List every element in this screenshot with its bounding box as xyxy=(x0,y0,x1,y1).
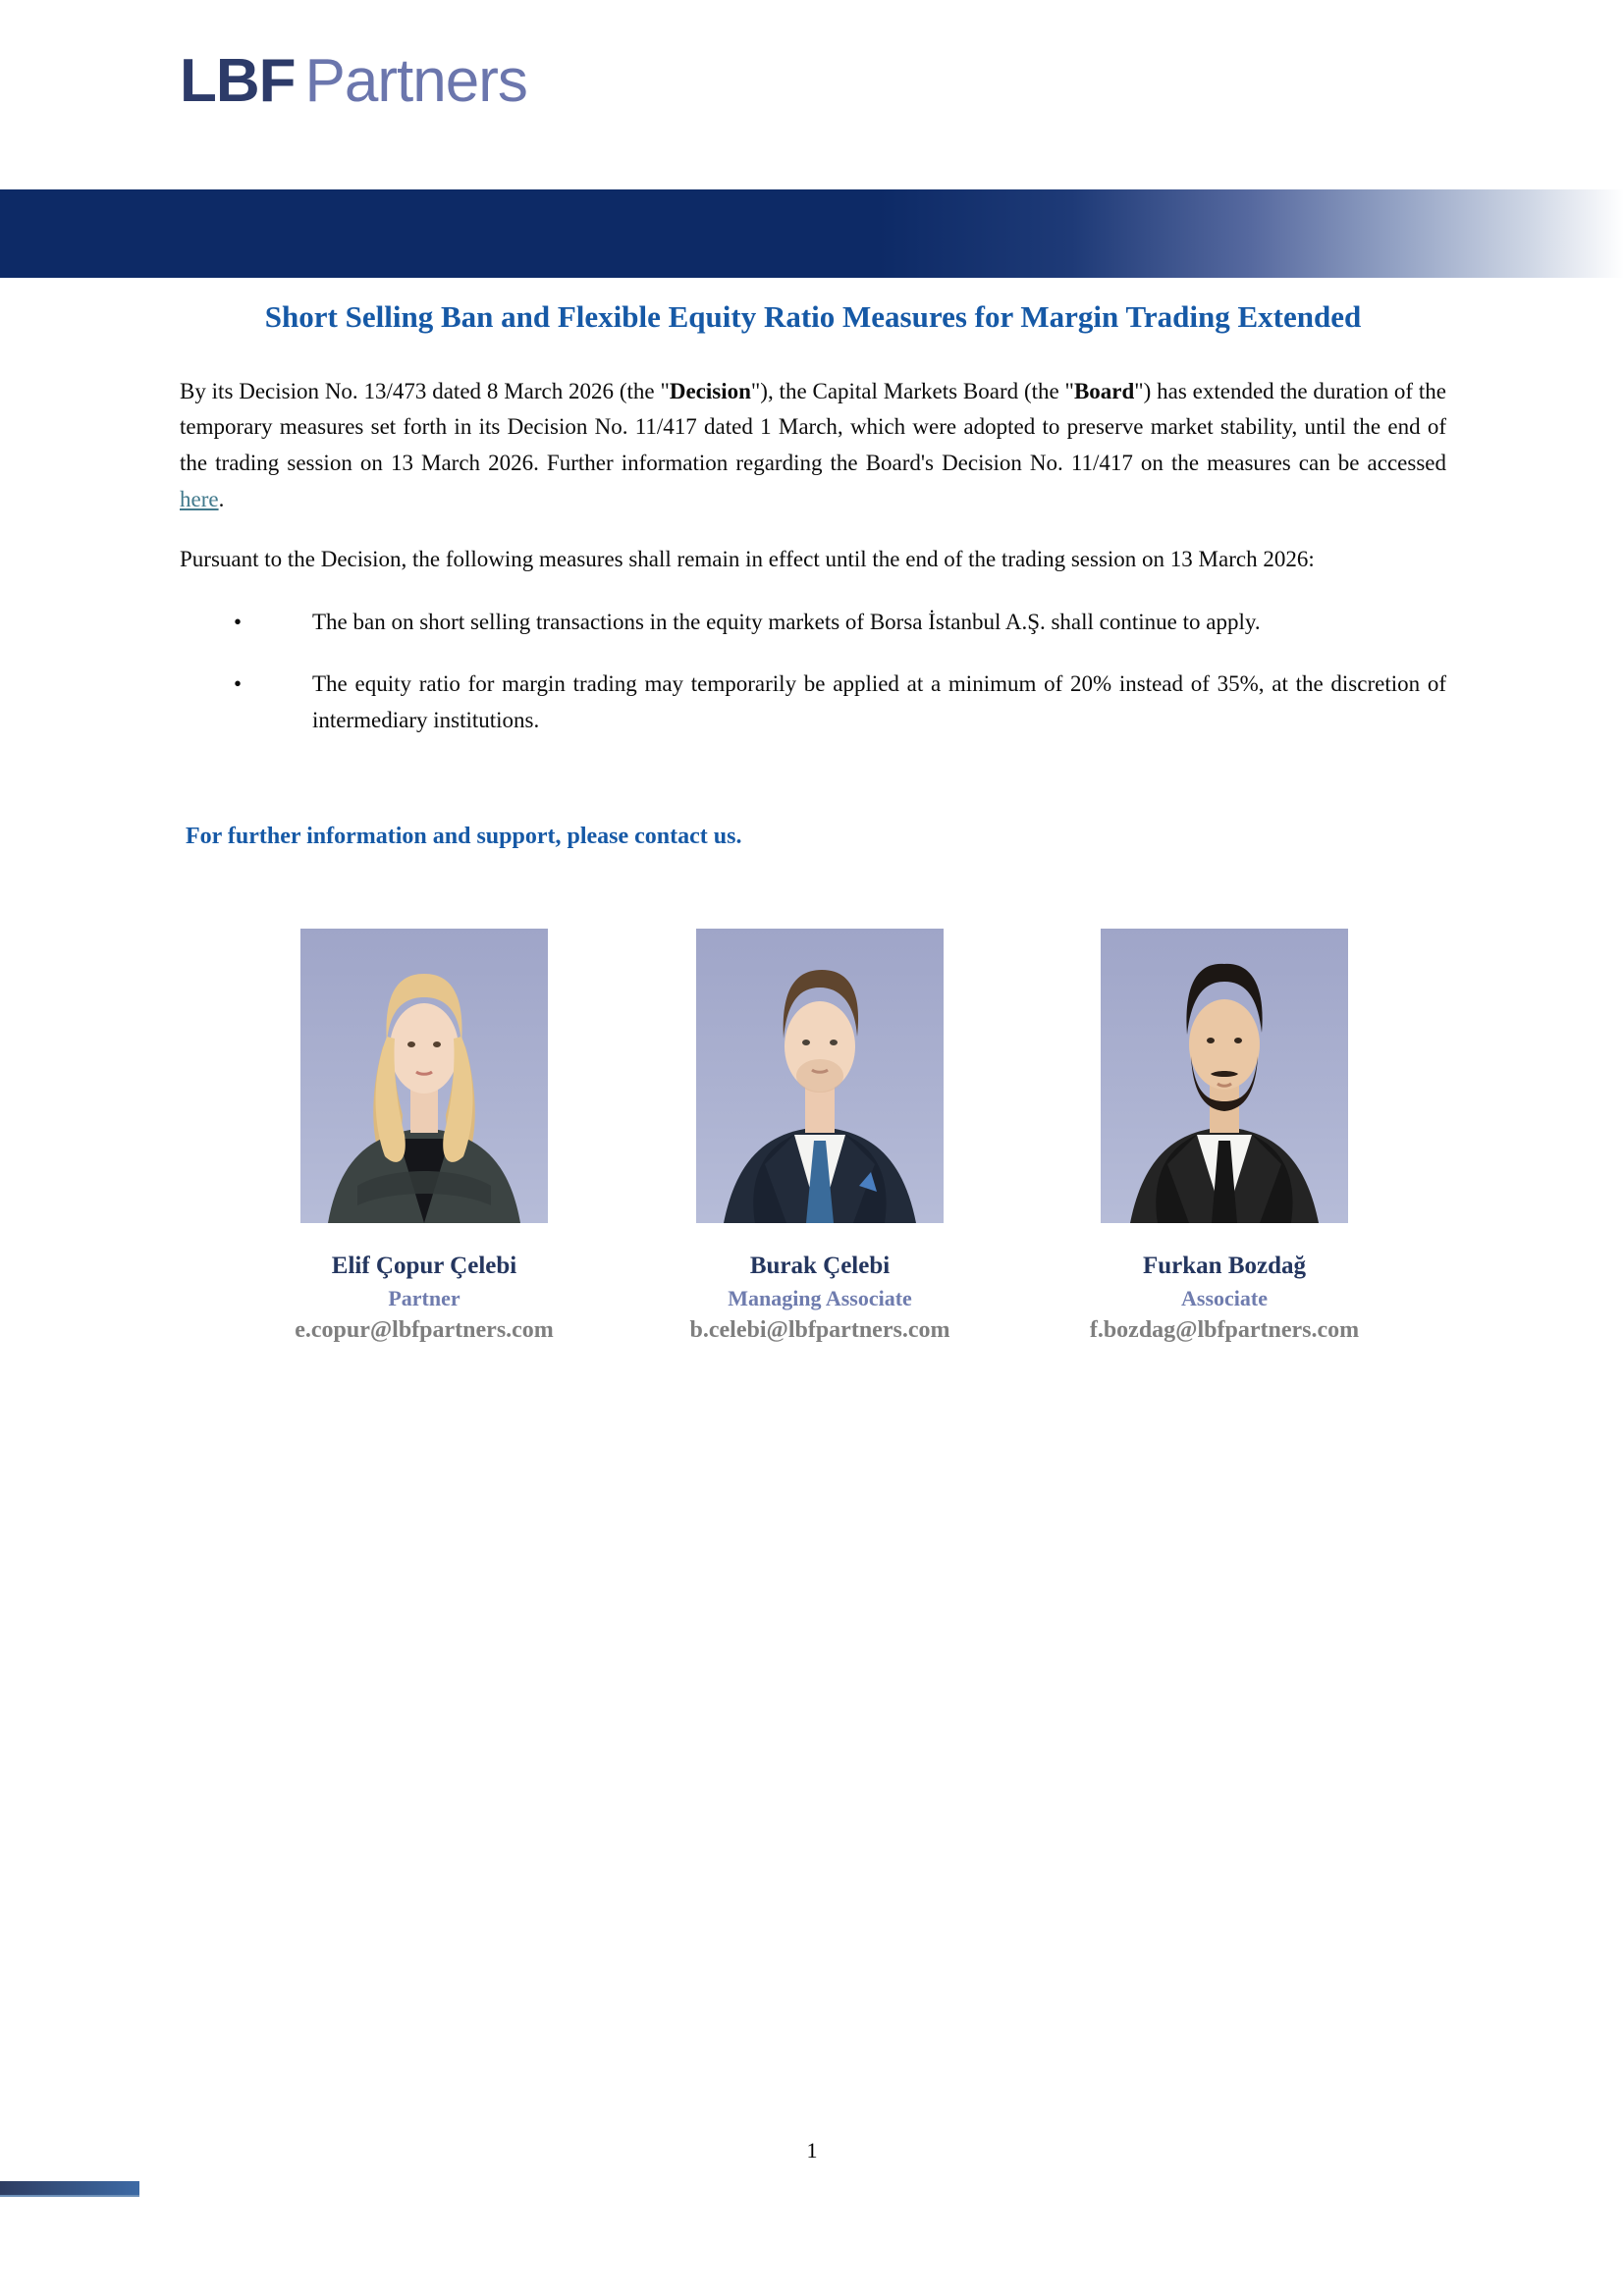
page-number: 1 xyxy=(806,2138,818,2163)
paragraph-1-text: ") has extended the duration of the temporary measures set forth in its Decision No. 11/417 dated 1 March, which were adopted to preserve market stability, until the end of the trading session on 13 March 2026. Further information regarding the Board's Decision No. 11/417 on the measures can be accessed xyxy=(180,378,1446,476)
logo-partners: Partners xyxy=(304,47,527,115)
contact-name: Furkan Bozdağ xyxy=(1142,1252,1306,1279)
bullet-marker: • xyxy=(234,610,243,635)
here-link[interactable]: here xyxy=(180,486,219,511)
contact-card xyxy=(663,929,977,1344)
contact-card xyxy=(1067,929,1381,1344)
paragraph-1-text: By its Decision No. 13/473 dated 8 March 2026 (the " xyxy=(180,378,670,403)
measures-list xyxy=(180,605,1446,738)
portrait-photo-woman xyxy=(300,929,548,1223)
lbf-partners-logo xyxy=(180,47,527,115)
bullet-item xyxy=(180,667,1446,739)
contact-name: Elif Çopur Çelebi xyxy=(331,1252,517,1279)
contact-card xyxy=(267,929,581,1344)
page-title: Short Selling Ban and Flexible Equity Ratio Measures for Margin Trading Extended xyxy=(264,299,1362,334)
document-content xyxy=(180,294,1446,1370)
contact-email: e.copur@lbfpartners.com xyxy=(295,1316,554,1343)
contact-name: Burak Çelebi xyxy=(749,1252,891,1279)
team-section xyxy=(180,929,1446,1370)
contact-role: Associate xyxy=(1181,1285,1268,1310)
bullet-marker: • xyxy=(234,671,243,697)
contact-email: f.bozdag@lbfpartners.com xyxy=(1089,1316,1360,1343)
paragraph-1-text: . xyxy=(218,486,225,511)
logo-lbf: LBF xyxy=(180,47,296,115)
contact-heading: For further information and support, please contact us. xyxy=(186,823,742,849)
header-band xyxy=(0,189,1624,278)
bullet-text: The equity ratio for margin trading may temporarily be applied at a minimum of 20% instead of 35%, at the discretion of intermediary institutions. xyxy=(312,671,1446,733)
contact-role: Partner xyxy=(388,1285,460,1310)
board-term: Board xyxy=(1073,378,1135,403)
contact-email: b.celebi@lbfpartners.com xyxy=(689,1316,950,1343)
paragraph-2: Pursuant to the Decision, the following measures shall remain in effect until the end of the trading session on 13 March 2026: xyxy=(180,546,1315,571)
paragraph-1 xyxy=(180,374,1446,518)
decision-term: Decision xyxy=(669,378,751,403)
contact-role: Managing Associate xyxy=(728,1285,912,1310)
bullet-text: The ban on short selling transactions in the equity markets of Borsa İstanbul A.Ş. shall continue to apply. xyxy=(312,610,1261,635)
paragraph-1-text: "), the Capital Markets Board (the " xyxy=(750,378,1074,403)
portrait-photo-man-tie-blue xyxy=(696,929,944,1223)
footer-accent-bar xyxy=(0,2181,139,2197)
bullet-item xyxy=(180,605,1446,641)
portrait-photo-man-tie-black xyxy=(1101,929,1348,1223)
